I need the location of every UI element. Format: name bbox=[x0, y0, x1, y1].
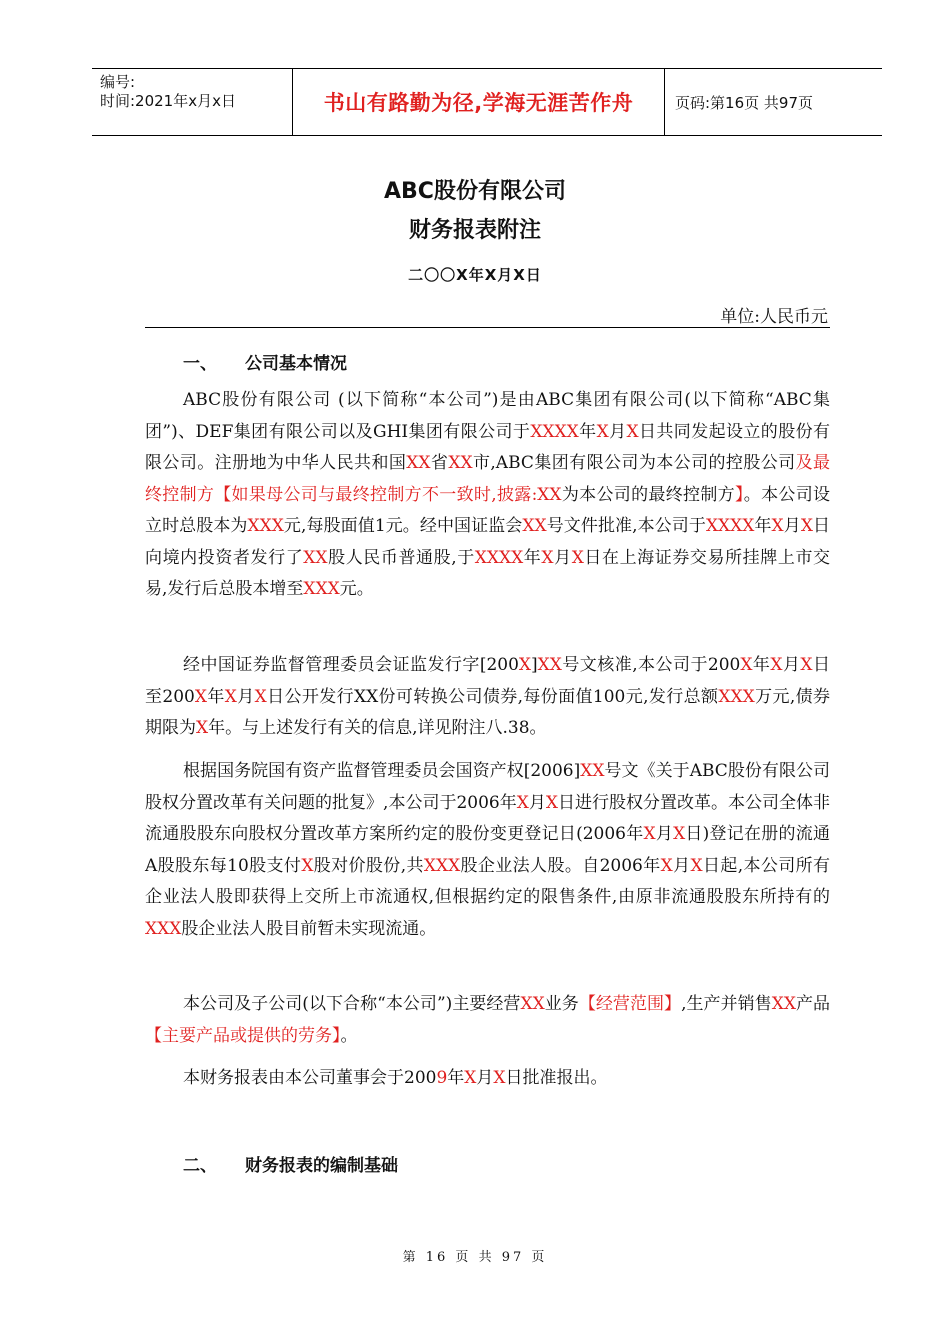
body-text: 年 bbox=[578, 421, 597, 442]
placeholder-text: X bbox=[673, 824, 686, 844]
placeholder-text: X bbox=[464, 1068, 477, 1088]
paragraph-text bbox=[145, 756, 830, 945]
section-heading-2 bbox=[183, 1151, 398, 1176]
company-title: ABC股份有限公司 bbox=[384, 179, 566, 204]
paragraph-text bbox=[145, 1063, 830, 1095]
placeholder-text: 9 bbox=[436, 1068, 448, 1088]
placeholder-text: XX bbox=[522, 516, 547, 536]
placeholder-text: X bbox=[643, 824, 656, 844]
header-page-label: 页码:第16页 共97页 bbox=[675, 93, 813, 112]
placeholder-text: XX bbox=[303, 547, 328, 568]
placeholder-text: 】 bbox=[734, 484, 744, 505]
placeholder-text: XXX bbox=[247, 516, 284, 536]
document-title: 财务报表附注 bbox=[408, 218, 541, 243]
body-text: 。本公司设立时总股本为 bbox=[145, 484, 831, 536]
body-text: 月 bbox=[236, 686, 255, 707]
page-footer: 第 16 页 共 97 页 bbox=[402, 1250, 548, 1265]
body-text: 本公司及子公司(以下合称“本公司”)主要经营 bbox=[183, 994, 521, 1014]
body-text: 日批准报出。 bbox=[505, 1068, 608, 1088]
body-text: 月 bbox=[783, 516, 801, 536]
body-text: 元。 bbox=[339, 579, 374, 599]
body-text: 月 bbox=[528, 792, 546, 813]
placeholder-text: X bbox=[516, 792, 529, 813]
placeholder-text: XX bbox=[406, 453, 431, 473]
placeholder-text: X bbox=[194, 686, 207, 707]
paragraph-approval bbox=[145, 1063, 830, 1095]
page-header bbox=[92, 68, 882, 136]
paragraph-text bbox=[145, 989, 830, 1052]
placeholder-text: X bbox=[545, 792, 558, 813]
body-text: 年 bbox=[447, 1068, 465, 1088]
section-title: 公司基本情况 bbox=[245, 354, 347, 374]
placeholder-text: X bbox=[571, 547, 584, 568]
placeholder-text: 及最终控制方【如果母公司与最终控制方不一致时,披露:XX bbox=[145, 453, 831, 505]
body-text: 月 bbox=[655, 824, 674, 844]
paragraph-share-reform bbox=[145, 756, 830, 945]
placeholder-text: X bbox=[493, 1068, 506, 1088]
placeholder-text: X bbox=[660, 855, 673, 876]
body-text: 元,每股面值1元。经中国证监会 bbox=[283, 516, 523, 536]
header-meta bbox=[92, 69, 293, 135]
placeholder-text: X bbox=[800, 655, 813, 675]
body-text: 日公开发行XX份可转换公司债券,每份面值100元,发行总额 bbox=[266, 686, 719, 707]
body-text: 市,ABC集团有限公司为本公司的控股公司 bbox=[472, 453, 796, 473]
body-text: ABC股份有限公司 (以下简称“本公司”)是由ABC集团有限公司(以下简称“ABC集团”)、DEF集团有限公司以及GHI集团有限公司于 bbox=[145, 390, 830, 442]
paragraph-business-scope bbox=[145, 989, 830, 1052]
currency-unit: 单位:人民币元 bbox=[720, 307, 828, 327]
placeholder-text: X bbox=[740, 655, 753, 675]
body-text: 日共同发起设立的股份有限公司。注册地为中华人民共和国 bbox=[145, 421, 831, 473]
placeholder-text: XX bbox=[771, 994, 796, 1014]
body-text: 股人民币普通股,于 bbox=[327, 547, 475, 568]
placeholder-text: XXXX bbox=[530, 421, 579, 442]
placeholder-text: XXXX bbox=[705, 516, 755, 536]
placeholder-text: XXX bbox=[145, 918, 182, 939]
placeholder-text: XXX bbox=[303, 579, 340, 599]
placeholder-text: X bbox=[770, 655, 783, 675]
body-text: 日进行股权分置改革。本公司全体非流通股股东向股权分置改革方案所约定的股份变更登记日(2006年 bbox=[145, 792, 831, 844]
body-text: 月 bbox=[782, 655, 801, 675]
body-text: 月 bbox=[476, 1068, 494, 1088]
placeholder-text: XXXX bbox=[474, 547, 524, 568]
paragraph-text bbox=[145, 650, 830, 745]
placeholder-text: X bbox=[596, 421, 609, 442]
body-text: 根据国务院国有资产监督管理委员会国资产权[2006] bbox=[183, 761, 581, 781]
placeholder-text: X bbox=[541, 547, 554, 568]
placeholder-text: X bbox=[224, 686, 237, 707]
body-text: 日)登记在册的流通A股股东每10股支付 bbox=[145, 824, 831, 876]
body-text: ] bbox=[531, 655, 538, 675]
body-text: ,生产并销售 bbox=[681, 994, 772, 1014]
body-text: 业务 bbox=[544, 994, 579, 1014]
body-text: 年 bbox=[523, 547, 542, 568]
body-text: 为本公司的最终控制方 bbox=[561, 484, 735, 505]
body-text: 月 bbox=[672, 855, 691, 876]
body-text: 股对价股份,共 bbox=[313, 855, 424, 876]
body-text: 日至200 bbox=[145, 655, 830, 707]
body-text: 产品 bbox=[795, 994, 831, 1014]
section-number: 二、 bbox=[183, 1156, 217, 1176]
body-text: 日在上海证券交易所挂牌上市交易,发行后总股本增至 bbox=[145, 547, 831, 599]
body-text: 股企业法人股目前暂未实现流通。 bbox=[181, 918, 437, 939]
body-text: 年。与上述发行有关的信息,详见附注八.38。 bbox=[208, 718, 547, 738]
placeholder-text: XX bbox=[537, 655, 562, 675]
placeholder-text: XX bbox=[448, 453, 473, 473]
placeholder-text: X bbox=[301, 855, 314, 876]
header-time-label: 时间:2021年x月x日 bbox=[100, 92, 236, 110]
section-title: 财务报表的编制基础 bbox=[245, 1156, 398, 1176]
body-text: 年 bbox=[754, 516, 772, 536]
header-number-label: 编号: bbox=[100, 73, 136, 91]
placeholder-text: X bbox=[800, 516, 813, 536]
body-text: 股企业法人股。自2006年 bbox=[460, 855, 661, 876]
placeholder-text: 【主要产品或提供的劳务】 bbox=[145, 1025, 341, 1046]
body-text: 日起,本公司所有企业法人股即获得上交所上市流通权,但根据约定的限售条件,由原非流通股股东所持有的 bbox=[145, 855, 831, 907]
placeholder-text: X bbox=[196, 718, 209, 738]
section-number: 一、 bbox=[183, 354, 217, 374]
body-text: 省 bbox=[430, 453, 449, 473]
body-text: 经中国证券监督管理委员会证监发行字[200 bbox=[183, 655, 519, 675]
document-date: 二〇〇X年X月X日 bbox=[408, 266, 542, 284]
header-motto: 书山有路勤为径,学海无涯苦作舟 bbox=[293, 69, 665, 135]
placeholder-text: X bbox=[771, 516, 784, 536]
section-heading-1 bbox=[183, 349, 347, 374]
body-text: 月 bbox=[608, 421, 627, 442]
placeholder-text: X bbox=[626, 421, 639, 442]
body-text: 月 bbox=[553, 547, 572, 568]
placeholder-text: X bbox=[690, 855, 703, 876]
body-text: 万元,债券期限为 bbox=[145, 686, 831, 738]
placeholder-text: XX bbox=[520, 994, 545, 1014]
body-text: 。 bbox=[340, 1025, 358, 1046]
placeholder-text: XX bbox=[580, 761, 605, 781]
body-text: 日向境内投资者发行了 bbox=[145, 516, 831, 568]
paragraph-company-overview bbox=[145, 385, 830, 606]
paragraph-convertible-bonds bbox=[145, 650, 830, 745]
placeholder-text: XXX bbox=[718, 686, 755, 707]
body-text: 号文件批准,本公司于 bbox=[546, 516, 706, 536]
placeholder-text: X bbox=[518, 655, 532, 675]
body-text: 号文核准,本公司于200 bbox=[561, 655, 741, 675]
placeholder-text: X bbox=[254, 686, 267, 707]
placeholder-text: XXX bbox=[423, 855, 461, 876]
body-text: 年 bbox=[752, 655, 771, 675]
body-text: 号文《关于ABC股份有限公司股权分置改革有关问题的批复》,本公司于2006年 bbox=[145, 761, 831, 813]
title-divider bbox=[145, 327, 830, 328]
body-text: 年 bbox=[206, 686, 225, 707]
body-text: 本财务报表由本公司董事会于200 bbox=[183, 1068, 437, 1088]
paragraph-text bbox=[145, 385, 830, 606]
placeholder-text: 【经营范围】 bbox=[578, 994, 682, 1014]
